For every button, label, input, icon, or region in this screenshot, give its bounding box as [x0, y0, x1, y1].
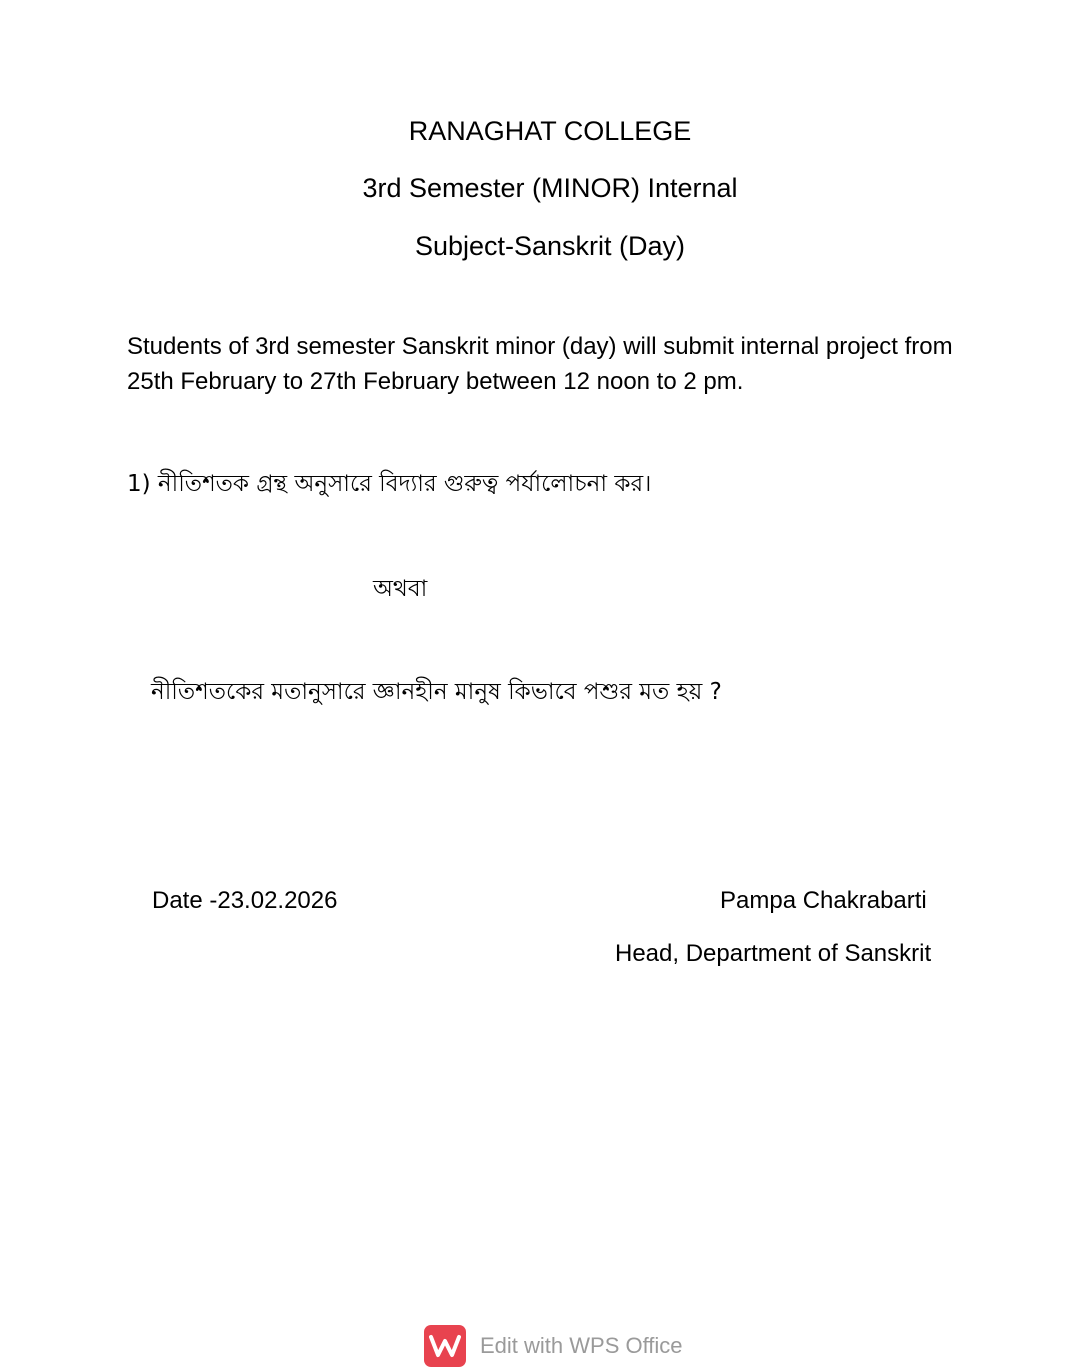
signatory-name: Pampa Chakrabarti — [720, 887, 927, 914]
wps-edit-label: Edit with WPS Office — [480, 1333, 683, 1358]
signatory-title: Head, Department of Sanskrit — [615, 940, 932, 967]
subject-heading: Subject-Sanskrit (Day) — [414, 231, 686, 261]
or-separator: অথবা — [373, 576, 428, 602]
question-one: 1) নীতিশতক গ্রন্থ অনুসারে বিদ্যার গুরুত্ব পর্যালোচনা কর। — [127, 471, 652, 497]
college-name: RANAGHAT COLLEGE — [408, 116, 692, 146]
wps-edit-link[interactable] — [424, 1324, 683, 1368]
notice-paragraph: Students of 3rd semester Sanskrit minor (day) will submit internal project from 25th February to 27th February between 12 noon to 2 pm. — [127, 333, 953, 395]
semester-heading: 3rd Semester (MINOR) Internal — [362, 173, 738, 203]
notice-date: Date -23.02.2026 — [152, 887, 338, 914]
wps-logo-icon — [424, 1325, 466, 1367]
question-two: নীতিশতকের মতানুসারে জ্ঞানহীন মানুষ কিভাবে পশুর মত হয় ? — [151, 679, 722, 705]
